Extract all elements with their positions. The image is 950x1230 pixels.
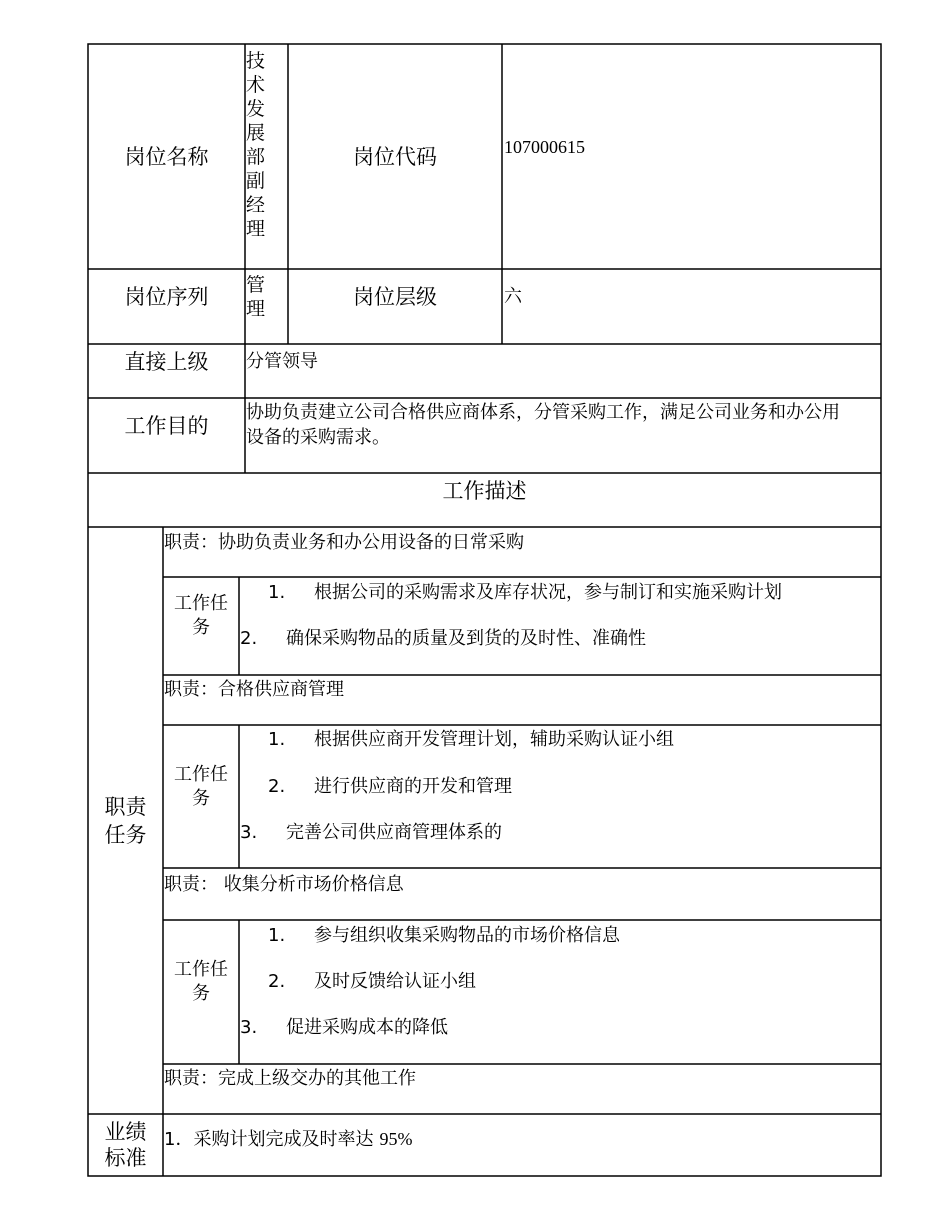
task-label-1: 工作任务 [174, 593, 228, 638]
performance-item-text: 1．采购计划完成及时率达 [164, 1129, 374, 1150]
duty-4: 职责：完成上级交办的其他工作 [164, 1068, 416, 1089]
position-level-value: 六 [504, 286, 522, 307]
task-text: 及时反馈给认证小组 [314, 971, 476, 992]
position-series-label: 岗位序列 [124, 284, 209, 309]
task-label-3: 工作任务 [174, 959, 228, 1004]
purpose-value-line2: 设备的采购需求。 [246, 427, 390, 448]
purpose-label: 工作目的 [124, 413, 209, 438]
task-number: 3. [240, 822, 258, 843]
task-label-2: 工作任务 [174, 763, 228, 809]
duty-3: 职责： 收集分析市场价格信息 [164, 874, 404, 895]
task-text: 根据供应商开发管理计划，辅助采购认证小组 [314, 729, 674, 750]
task-text: 根据公司的采购需求及库存状况，参与制订和实施采购计划 [314, 582, 782, 603]
task-number: 1. [268, 729, 286, 750]
section-title: 工作描述 [442, 478, 527, 503]
position-code-label: 岗位代码 [353, 144, 437, 169]
task-2-2 [268, 775, 512, 799]
task-text: 完善公司供应商管理体系的 [286, 822, 502, 843]
task-2-3 [240, 821, 502, 845]
task-number: 3. [240, 1017, 258, 1038]
task-number: 1. [268, 582, 286, 603]
purpose-value-line1: 协助负责建立公司合格供应商体系，分管采购工作，满足公司业务和办公用 [246, 402, 840, 423]
task-number: 2. [240, 628, 258, 649]
task-3-2 [268, 970, 476, 994]
duties-side-label: 职责任务 [104, 794, 147, 847]
task-1-2 [240, 627, 646, 651]
performance-item [164, 1127, 412, 1152]
superior-label: 直接上级 [124, 349, 209, 374]
task-number: 1. [268, 925, 286, 946]
performance-item-value: 95% [379, 1129, 413, 1149]
position-name-label: 岗位名称 [124, 144, 209, 169]
task-text: 参与组织收集采购物品的市场价格信息 [314, 925, 620, 946]
task-text: 促进采购成本的降低 [286, 1017, 448, 1038]
duty-1: 职责：协助负责业务和办公用设备的日常采购 [164, 532, 524, 553]
task-number: 2. [268, 776, 286, 797]
task-text: 进行供应商的开发和管理 [314, 776, 512, 797]
performance-label: 业绩标准 [104, 1120, 147, 1170]
task-3-3 [240, 1016, 448, 1040]
position-name-value: 技术发展部副经理 [246, 50, 266, 240]
duty-2: 职责：合格供应商管理 [164, 679, 344, 700]
task-1-1 [268, 581, 782, 605]
position-level-label: 岗位层级 [353, 284, 437, 309]
task-number: 2. [268, 971, 286, 992]
superior-value: 分管领导 [246, 351, 318, 372]
position-series-value: 管理 [246, 274, 266, 320]
task-3-1 [268, 924, 620, 948]
position-code-value: 107000615 [504, 137, 585, 157]
task-text: 确保采购物品的质量及到货的及时性、准确性 [286, 628, 646, 649]
task-2-1 [268, 728, 674, 752]
